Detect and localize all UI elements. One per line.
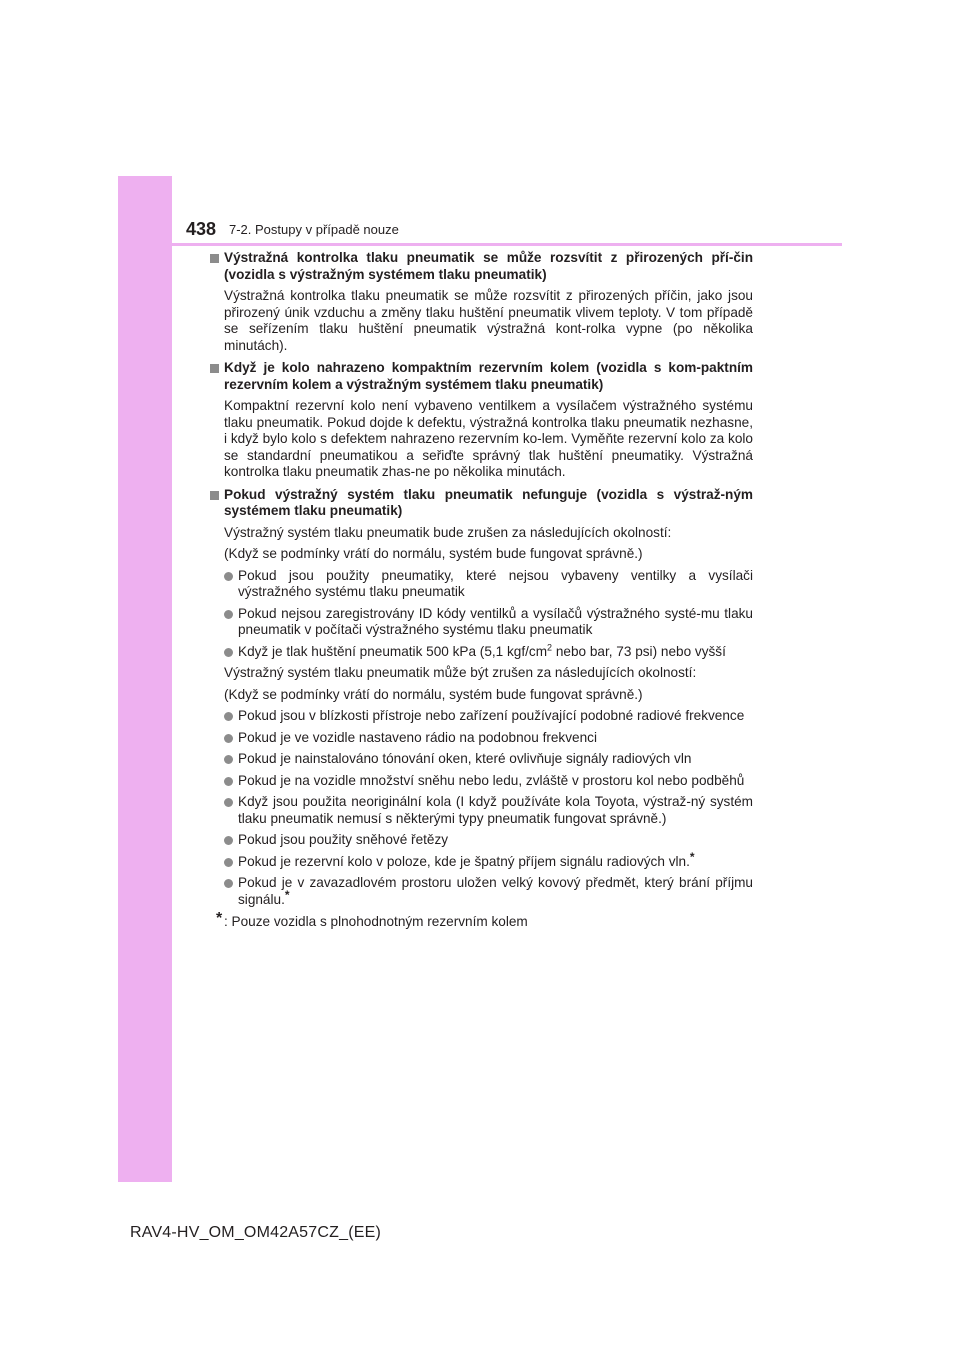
list-item: Pokud je v zavazadlovém prostoru uložen velký kovový předmět, který brání příjmu signálu.* (208, 875, 753, 908)
circle-bullet-icon (224, 755, 233, 764)
list-item: Pokud jsou použity sněhové řetězy (208, 832, 753, 849)
paragraph: Výstražný systém tlaku pneumatik bude zrušen za následujících okolností: (224, 524, 672, 540)
header-rule (172, 243, 842, 246)
square-bullet-icon (210, 364, 219, 373)
list-item: Pokud je ve vozidle nastaveno rádio na podobnou frekvenci (208, 730, 753, 747)
list-item: Pokud je na vozidle množství sněhu nebo ledu, zvláště v prostoru kol nebo podběhů (208, 773, 753, 790)
footnote-mark: * (216, 910, 223, 927)
paragraph: (Když se podmínky vrátí do normálu, systém bude fungovat správně.) (224, 546, 643, 561)
paragraph: Výstražný systém tlaku pneumatik může být zrušen za následujících okolností: (224, 665, 697, 680)
circle-bullet-icon (224, 858, 233, 867)
list-item: Pokud nejsou zaregistrovány ID kódy ventilků a vysílačů výstražného systé-mu tlaku pneumatik v počítači výstražného systému tlaku pneumatik (208, 606, 753, 639)
circle-bullet-icon (224, 648, 233, 657)
section-heading: Pokud výstražný systém tlaku pneumatik nefunguje (vozidla s výstraž-ným systémem tlaku pneumatik) (208, 487, 753, 520)
chapter-sidebar-tab (118, 176, 172, 1182)
section-heading: Když je kolo nahrazeno kompaktním rezervním kolem (vozidla s kom-paktním rezervním kolem a výstražným systémem tlaku pneumatik) (208, 360, 753, 393)
circle-bullet-icon (224, 734, 233, 743)
document-code: RAV4-HV_OM_OM42A57CZ_(EE) (130, 1224, 381, 1241)
footnote-text: : Pouze vozidla s plnohodnotným rezervním kolem (224, 914, 528, 929)
circle-bullet-icon (224, 610, 233, 619)
list-item: Když je tlak huštění pneumatik 500 kPa (5,1 kgf/$cm^2$ nebo bar, 73 psi) nebo vyšší (208, 644, 753, 661)
circle-bullet-icon (224, 836, 233, 845)
asterisk-mark: * (689, 849, 695, 864)
paragraph: Výstražná kontrolka tlaku pneumatik se může rozsvítit z přirozených příčin, jako jsou přirozený únik vzduchu a změny tlaku huštění pneumatik vlivem teploty. V tom případě se seřízením tlaku huštění pneumatik výstražná kont-rolka vypne (po několika minutách). (224, 288, 753, 353)
square-bullet-icon (210, 491, 219, 500)
section-heading: Výstražná kontrolka tlaku pneumatik se může rozsvítit z přirozených pří-čin (vozidla s výstražným systémem tlaku pneumatik) (208, 250, 753, 283)
paragraph: Kompaktní rezervní kolo není vybaveno ventilkem a vysílačem výstražného systému tlaku pneumatik. Pokud dojde k defektu, výstražná kontrolka tlaku pneumatik nezhasne, i když bylo kolo s defektem nahrazeno rezervním ko-lem. Vyměňte rezervní kolo za kolo se standardní pneumatikou a seřiďte správný tlak huštění pneumatiky. Výstražná kontrolka tlaku pneumatik zhas-ne po několika minutách. (224, 398, 753, 479)
list-item: Když jsou použita neoriginální kola (I když používáte kola Toyota, výstraž-ný systém tlaku pneumatik nemusí s některými typy pneumatik fungovat správně.) (208, 794, 753, 827)
list-item: Pokud jsou v blízkosti přístroje nebo zařízení používající podobné radiové frekvence (208, 708, 753, 725)
section-block (208, 250, 753, 354)
asterisk-mark: * (284, 887, 290, 902)
list-item: Pokud je rezervní kolo v poloze, kde je špatný příjem signálu radiových vln.* (208, 854, 753, 871)
circle-bullet-icon (224, 572, 233, 581)
square-bullet-icon (210, 254, 219, 263)
circle-bullet-icon (224, 879, 233, 888)
paragraph: (Když se podmínky vrátí do normálu, systém bude fungovat správně.) (224, 686, 643, 702)
page-number: 438 (186, 219, 217, 239)
page-content (208, 250, 753, 931)
circle-bullet-icon (224, 798, 233, 807)
list-item: Pokud je nainstalováno tónování oken, které ovlivňuje signály radiových vln (208, 751, 753, 768)
section-block (208, 360, 753, 481)
section-title: 7-2. Postupy v případě nouze (229, 222, 399, 237)
footnote (208, 910, 753, 931)
list-item: Pokud jsou použity pneumatiky, které nejsou vybaveny ventilky a vysílači výstražného systému tlaku pneumatik (208, 568, 753, 601)
circle-bullet-icon (224, 712, 233, 721)
section-block (208, 487, 753, 909)
circle-bullet-icon (224, 777, 233, 786)
